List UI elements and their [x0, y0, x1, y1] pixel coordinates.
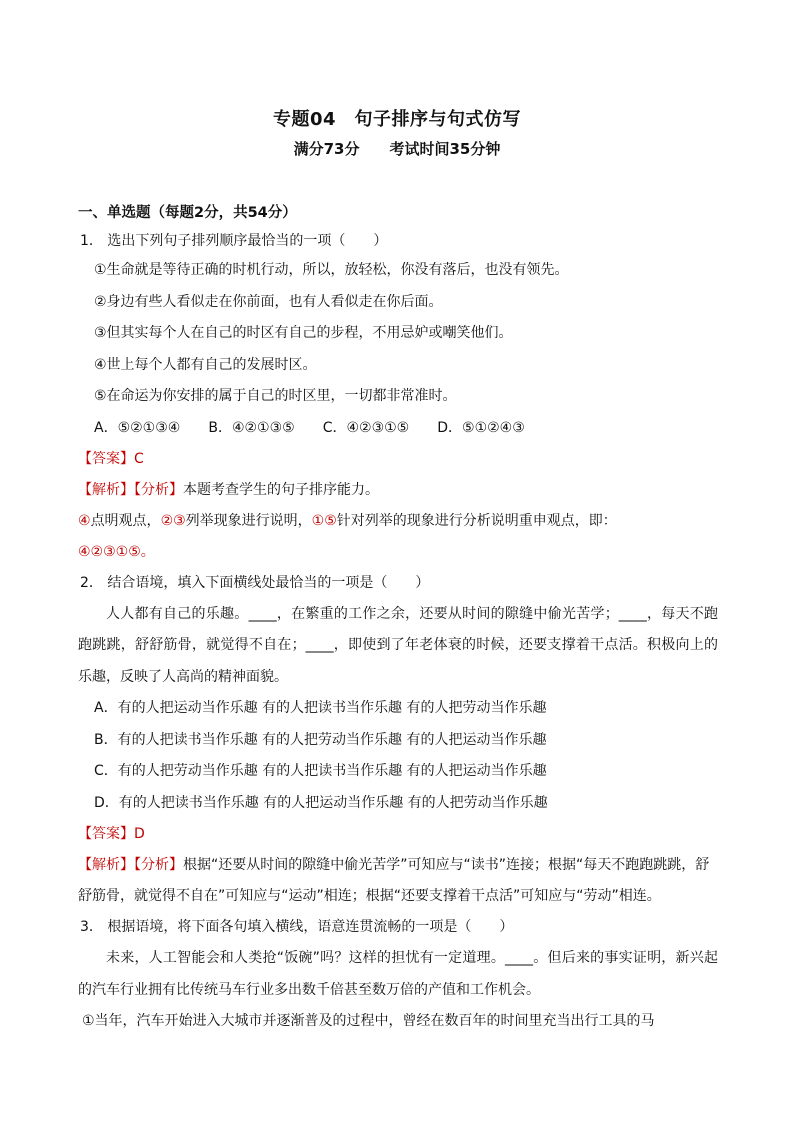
question-1-options: [78, 413, 718, 444]
question-1-item: ①生命就是等待正确的时机行动，所以，放轻松，你没有落后，也没有领先。: [94, 262, 569, 278]
question-1-answer: [78, 444, 718, 475]
answer-value: D: [134, 826, 145, 842]
question-2-passage: 人人都有自己的乐趣。____，在繁重的工作之余，还要从时间的隙缝中偷光苦学；____，每天不跑跑跳跳，舒舒筋骨，就觉得不自在；____，即使到了年老体衰的时候，还要支撑着干点活。积极向上的乐趣，反映了人高尚的精神面貌。: [78, 605, 718, 685]
analysis-highlight: ①⑤: [311, 512, 337, 529]
question-1-analysis-detail: [78, 506, 718, 537]
analysis-text: 针对列举的现象进行分析说明重申观点，即：: [336, 512, 617, 529]
question-2-analysis: [78, 850, 718, 912]
answer-tag: 【答案】: [78, 826, 134, 842]
question-3-item: ①当年，汽车开始进入大城市并逐渐普及的过程中，曾经在数百年的时间里充当出行工具的马: [82, 1013, 655, 1029]
question-2-answer: [78, 819, 718, 850]
exam-time: 考试时间35分钟: [389, 140, 501, 158]
analysis-text: 根据“还要从时间的隙缝中偷光苦学”可知应与“读书”连接；根据“每天不跑跑跳跳，舒舒筋骨，就觉得不自在”可知应与“运动”相连；根据“还要支撑着干点活”可知应与“劳动”相连。: [78, 857, 710, 904]
question-3-passage: 未来，人工智能会和人类抢“饭碗”吗？这样的担忧有一定道理。____。但后来的事实证明，新兴起的汽车行业拥有比传统马车行业多出数千倍甚至数万倍的产值和工作机会。: [78, 950, 718, 998]
option-c: C．④②③①⑤: [322, 419, 410, 436]
question-3-stem: 3． 根据语境，将下面各句填入横线，语意连贯流畅的一项是（ ）: [80, 919, 514, 935]
question-1-item: ③但其实每个人在自己的时区有自己的步程，不用忌妒或嘲笑他们。: [94, 325, 513, 341]
analysis-text: 列举现象进行说明，: [185, 512, 312, 529]
question-2-option-c: C．有的人把劳动当作乐趣 有的人把读书当作乐趣 有的人把运动当作乐趣: [94, 763, 547, 779]
answer-tag: 【答案】: [78, 450, 134, 467]
question-2-option-b: B．有的人把读书当作乐趣 有的人把劳动当作乐趣 有的人把运动当作乐趣: [94, 731, 547, 748]
question-1-analysis-order: ④②③①⑤。: [78, 543, 155, 560]
section-heading: 一、单选题（每题2分，共54分）: [78, 205, 297, 221]
question-2-stem: 2． 结合语境，填入下面横线处最恰当的一项是（ ）: [80, 574, 430, 591]
page-title: 专题04 句子排序与句式仿写: [272, 109, 522, 130]
question-1-item: ②身边有些人看似走在你前面，也有人看似走在你后面。: [94, 293, 443, 310]
option-b: B．④②①③⑤: [208, 419, 295, 436]
question-2-option-a: A．有的人把运动当作乐趣 有的人把读书当作乐趣 有的人把劳动当作乐趣: [94, 700, 547, 716]
question-2-option-d: D．有的人把读书当作乐趣 有的人把运动当作乐趣 有的人把劳动当作乐趣: [94, 794, 548, 811]
exam-content: [78, 199, 718, 1038]
analysis-text: 点明观点，: [90, 512, 161, 529]
analysis-intro: 本题考查学生的句子排序能力。: [183, 481, 379, 498]
question-1-analysis: [78, 475, 718, 506]
question-1-stem: 1． 选出下列句子排列顺序最恰当的一项（ ）: [80, 233, 388, 249]
analysis-highlight: ④: [78, 512, 91, 529]
exam-info: [0, 138, 794, 159]
analysis-tag: 【解析】【分析】: [78, 857, 183, 873]
analysis-tag: 【解析】【分析】: [78, 481, 183, 498]
question-1-item: ⑤在命运为你安排的属于自己的时区里，一切都非常准时。: [94, 388, 457, 404]
question-1-item: ④世上每个人都有自己的发展时区。: [94, 356, 317, 373]
full-score: 满分73分: [293, 140, 360, 158]
option-a: A．⑤②①③④: [94, 419, 181, 436]
option-d: D．⑤①②④③: [437, 419, 525, 436]
analysis-highlight: ②③: [160, 512, 186, 529]
answer-value: C: [134, 450, 144, 467]
